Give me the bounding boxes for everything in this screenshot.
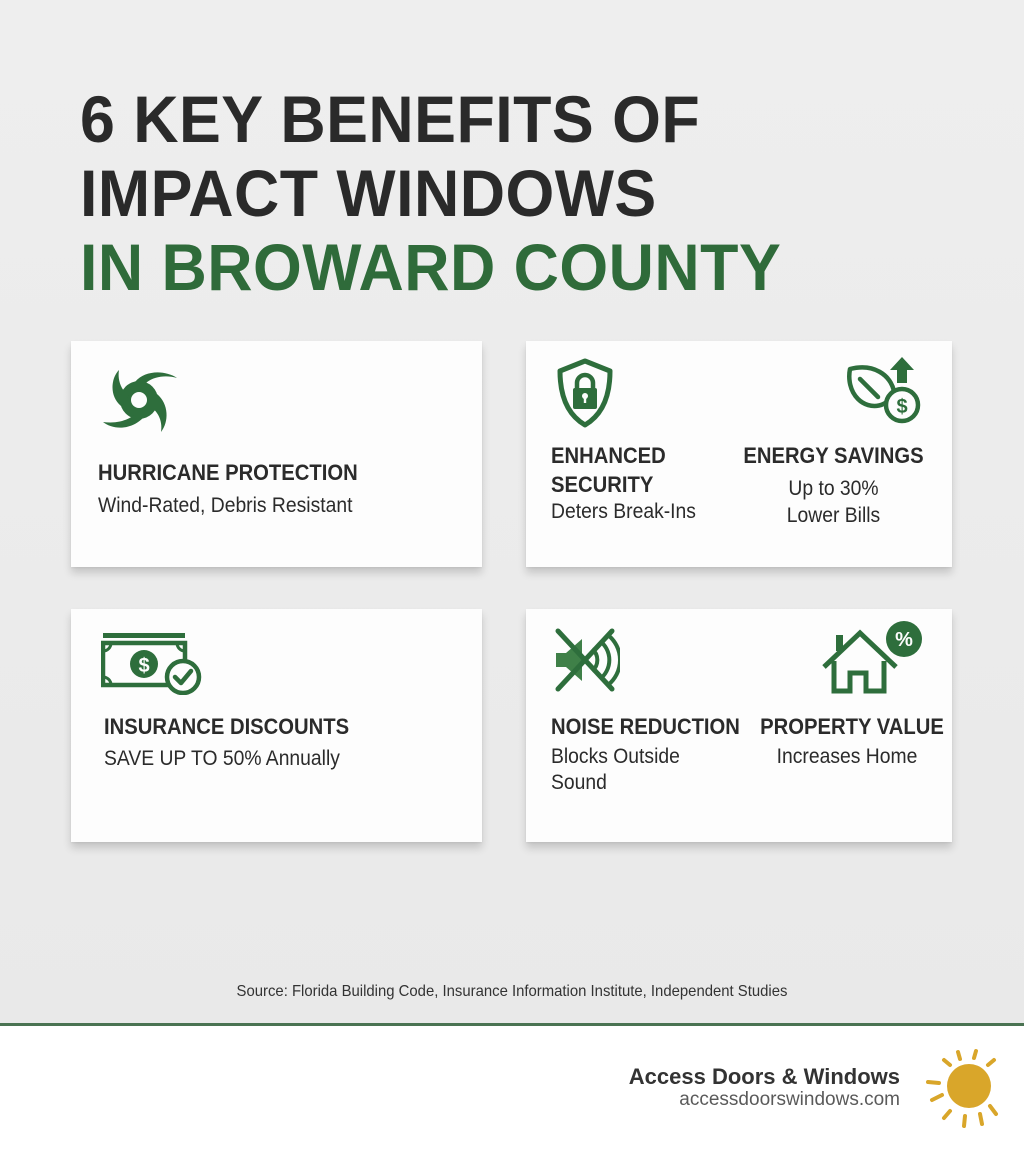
title-line-2: IMPACT WINDOWS: [80, 156, 657, 230]
money-check-icon: [101, 631, 205, 695]
source-note: Source: Florida Building Code, Insurance Information Institute, Independent Studies: [236, 983, 788, 1000]
benefit-card-hurricane: [71, 341, 482, 567]
sun-icon: [922, 1048, 1006, 1137]
benefit-heading-line2: SECURITY: [551, 472, 654, 497]
benefit-subtitle-line1: Up to 30%: [788, 477, 879, 500]
benefit-subtitle: Deters Break-Ins: [551, 500, 696, 523]
leaf-dollar-up-icon: [844, 355, 924, 427]
benefit-card-insurance: [71, 609, 482, 842]
benefit-subtitle-line2: Lower Bills: [786, 504, 881, 527]
title-line-3: IN BROWARD COUNTY: [80, 230, 782, 304]
brand-name: Access Doors & Windows: [628, 1064, 900, 1089]
speaker-muted-icon: [552, 627, 620, 693]
page-title: [80, 82, 781, 304]
svg-text:$: $: [138, 655, 150, 677]
benefit-heading-line1: ENHANCED: [551, 443, 666, 468]
benefit-subtitle: Wind-Rated, Debris Resistant: [98, 494, 353, 517]
brand-url[interactable]: accessdoorswindows.com: [679, 1089, 900, 1110]
title-line-1: 6 KEY BENEFITS OF: [80, 82, 701, 156]
benefit-card-security-energy: [526, 341, 952, 567]
benefit-subtitle: SAVE UP TO 50% Annually: [104, 747, 340, 770]
svg-text:%: %: [895, 629, 913, 651]
benefit-heading: PROPERTY VALUE: [760, 714, 944, 739]
svg-text:$: $: [896, 396, 908, 418]
benefit-subtitle-line1: Blocks Outside: [551, 745, 680, 768]
benefit-heading: NOISE REDUCTION: [551, 714, 740, 739]
benefit-card-noise-property: [526, 609, 952, 842]
benefit-subtitle-line2: Sound: [551, 771, 607, 794]
benefit-heading: HURRICANE PROTECTION: [98, 460, 358, 485]
shield-lock-icon: [554, 357, 616, 429]
house-percent-icon: [820, 615, 930, 695]
footer: [0, 1026, 1024, 1154]
benefit-heading: INSURANCE DISCOUNTS: [104, 714, 350, 739]
hurricane-icon: [99, 365, 179, 435]
benefit-subtitle: Increases Home: [776, 745, 918, 768]
benefit-heading: ENERGY SAVINGS: [743, 443, 924, 468]
